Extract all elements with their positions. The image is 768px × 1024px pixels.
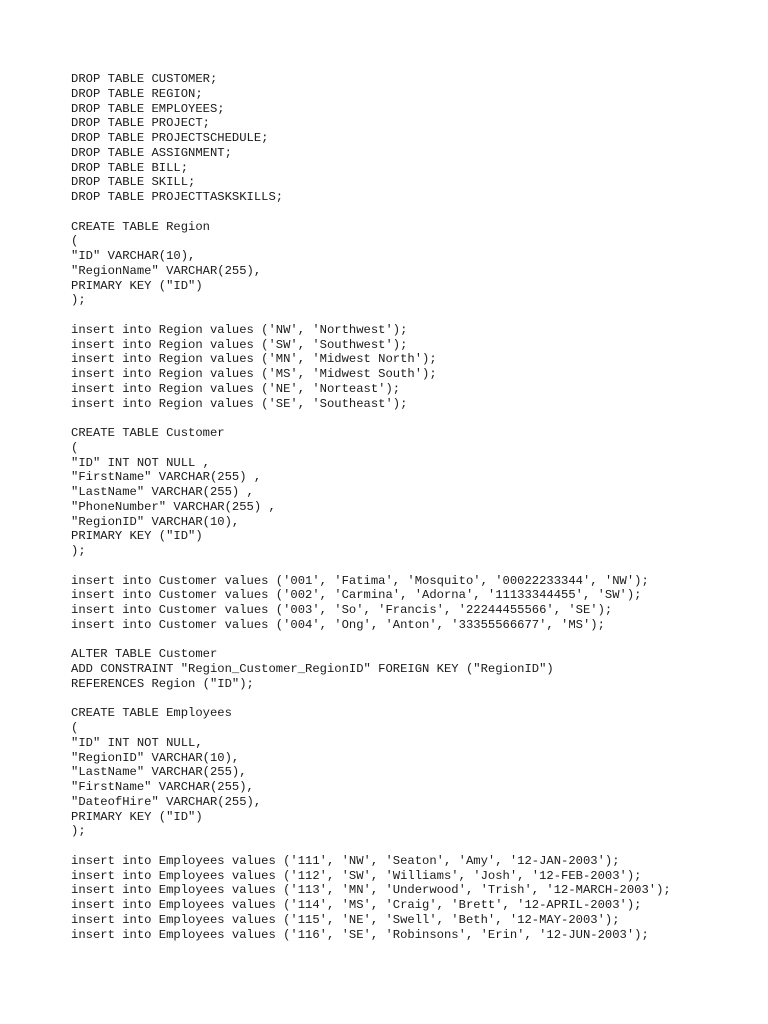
code-line: DROP TABLE REGION;: [71, 86, 203, 101]
code-line: (: [71, 234, 79, 249]
code-line: "LastName" VARCHAR(255),: [71, 765, 247, 780]
code-line: "FirstName" VARCHAR(255),: [71, 780, 254, 794]
code-line: insert into Employees values ('114', 'MS', 'Craig', 'Brett', '12-APRIL-2003');: [71, 898, 642, 912]
code-line: "FirstName" VARCHAR(255) ,: [71, 470, 262, 485]
code-line: "ID" INT NOT NULL,: [71, 735, 203, 750]
code-line: insert into Employees values ('116', 'SE', 'Robinsons', 'Erin', '12-JUN-2003');: [71, 927, 649, 942]
code-line: insert into Region values ('NW', 'Northwest');: [71, 322, 408, 337]
code-line: insert into Region values ('MN', 'Midwest North');: [71, 352, 437, 367]
code-line: "DateofHire" VARCHAR(255),: [71, 794, 262, 809]
code-line: [71, 308, 751, 323]
code-line: "LastName" VARCHAR(255) ,: [71, 485, 254, 499]
code-line: insert into Region values ('NE', 'Norteast');: [71, 381, 401, 396]
code-line: ALTER TABLE Customer: [71, 647, 218, 662]
code-line: CREATE TABLE Employees: [71, 706, 232, 721]
code-line: insert into Region values ('SE', 'Southeast');: [71, 396, 408, 411]
code-line: PRIMARY KEY ("ID"): [71, 278, 203, 293]
code-line: DROP TABLE EMPLOYEES;: [71, 101, 225, 116]
code-line: );: [71, 293, 86, 308]
code-line: REFERENCES Region ("ID");: [71, 676, 254, 691]
code-line: insert into Employees values ('115', 'NE', 'Swell', 'Beth', '12-MAY-2003');: [71, 912, 620, 927]
code-line: [71, 839, 751, 854]
sql-code-block: [71, 72, 751, 942]
code-line: DROP TABLE BILL;: [71, 160, 189, 175]
code-line: [71, 633, 751, 648]
code-line: "RegionName" VARCHAR(255),: [71, 263, 262, 278]
code-line: insert into Customer values ('003', 'So', 'Francis', '22244455566', 'SE');: [71, 603, 613, 617]
code-line: [71, 411, 751, 426]
code-line: insert into Region values ('MS', 'Midwest South');: [71, 367, 437, 381]
code-line: DROP TABLE SKILL;: [71, 175, 196, 190]
code-line: PRIMARY KEY ("ID"): [71, 809, 203, 824]
code-line: DROP TABLE PROJECT;: [71, 116, 210, 131]
code-line: insert into Employees values ('112', 'SW', 'Williams', 'Josh', '12-FEB-2003');: [71, 868, 642, 883]
code-line: DROP TABLE PROJECTTASKSKILLS;: [71, 190, 284, 204]
code-line: ADD CONSTRAINT "Region_Customer_RegionID" FOREIGN KEY ("RegionID"): [71, 662, 554, 676]
code-line: DROP TABLE CUSTOMER;: [71, 72, 218, 86]
code-line: "PhoneNumber" VARCHAR(255) ,: [71, 499, 276, 514]
code-line: "RegionID" VARCHAR(10),: [71, 514, 240, 529]
code-line: "RegionID" VARCHAR(10),: [71, 750, 240, 765]
code-line: CREATE TABLE Region: [71, 219, 210, 234]
code-line: DROP TABLE ASSIGNMENT;: [71, 145, 232, 160]
code-line: );: [71, 544, 86, 558]
code-line: insert into Customer values ('002', 'Carmina', 'Adorna', '11133344455', 'SW');: [71, 588, 642, 603]
code-line: PRIMARY KEY ("ID"): [71, 529, 203, 544]
code-line: insert into Employees values ('113', 'MN', 'Underwood', 'Trish', '12-MARCH-2003');: [71, 883, 671, 898]
code-line: [71, 692, 751, 707]
code-line: (: [71, 721, 79, 735]
code-line: [71, 205, 751, 220]
code-line: );: [71, 824, 86, 839]
code-line: CREATE TABLE Customer: [71, 426, 225, 440]
code-line: DROP TABLE PROJECTSCHEDULE;: [71, 131, 269, 145]
code-line: "ID" VARCHAR(10),: [71, 249, 196, 263]
code-line: [71, 559, 751, 574]
code-line: insert into Employees values ('111', 'NW', 'Seaton', 'Amy', '12-JAN-2003');: [71, 853, 620, 868]
code-line: insert into Customer values ('001', 'Fatima', 'Mosquito', '00022233344', 'NW');: [71, 573, 649, 588]
code-line: insert into Customer values ('004', 'Ong', 'Anton', '33355566677', 'MS');: [71, 617, 605, 632]
code-line: (: [71, 440, 79, 455]
code-line: "ID" INT NOT NULL ,: [71, 455, 210, 470]
code-line: insert into Region values ('SW', 'Southwest');: [71, 337, 408, 352]
